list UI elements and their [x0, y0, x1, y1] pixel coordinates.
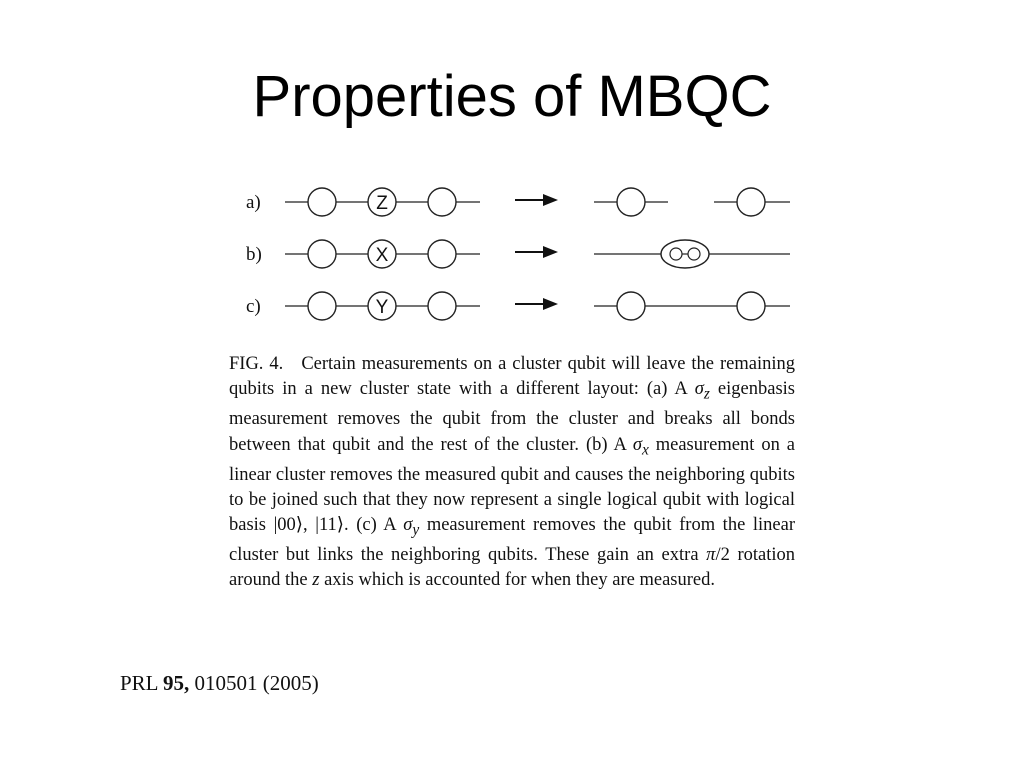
figure-caption — [229, 352, 795, 594]
row-a — [246, 188, 790, 216]
row-label-a: a) — [246, 192, 261, 213]
slide-title: Properties of MBQC — [252, 64, 772, 129]
qubit-node — [428, 188, 456, 216]
caption-text: Certain measurements on a cluster qubit will leave the remaining qubits in a new cluster state with a different layout: (a) A — [229, 354, 796, 400]
measured-qubit-letter: Y — [375, 297, 389, 318]
row-label-c: c) — [246, 296, 261, 317]
row-label-b: b) — [246, 244, 262, 265]
reference-volume: 95, — [162, 671, 190, 695]
qubit-node — [308, 292, 336, 320]
z-axis-symbol: z — [312, 570, 320, 591]
qubit-node — [737, 292, 765, 320]
measured-qubit-letter: Z — [376, 193, 388, 214]
sigma-symbol: σ — [632, 434, 642, 455]
joined-qubit-node — [688, 248, 700, 260]
qubit-node — [737, 188, 765, 216]
reference-journal: PRL — [120, 671, 158, 695]
qubit-node — [428, 292, 456, 320]
arrow-head-icon — [543, 194, 558, 206]
qubit-node — [617, 292, 645, 320]
subscript-z: z — [703, 385, 710, 403]
figure-label: FIG. 4. — [229, 354, 284, 374]
arrow-head-icon — [543, 246, 558, 258]
qubit-node — [428, 240, 456, 268]
reference-citation — [120, 671, 319, 696]
reference-details: 010501 (2005) — [194, 671, 319, 695]
sigma-symbol: σ — [403, 515, 413, 536]
row-c — [246, 292, 790, 320]
subscript-y: y — [412, 521, 420, 539]
subscript-x: x — [641, 441, 649, 459]
measured-qubit-letter: X — [375, 245, 389, 266]
pi-symbol: π — [706, 545, 716, 566]
row-b — [246, 240, 790, 268]
caption-text: axis which is accounted for when they are measured. — [319, 570, 715, 591]
qubit-node — [308, 188, 336, 216]
qubit-node — [308, 240, 336, 268]
joined-qubit-node — [670, 248, 682, 260]
caption-text: /2 rotation around the — [229, 545, 795, 591]
qubit-node — [617, 188, 645, 216]
caption-text: measurement removes the qubit from the linear cluster but links the neighboring qubits. These gain an extra — [229, 515, 795, 566]
caption-text: eigenbasis measurement removes the qubit from the cluster and breaks all bonds between that qubit and the rest of the cluster. (b) A — [229, 379, 795, 455]
sigma-symbol: σ — [694, 379, 704, 400]
caption-text: measurement on a linear cluster removes the measured qubit and causes the neighboring qubits to be joined such that they now represent a single logical qubit with logical basis |00⟩, |11⟩. (c) A — [229, 434, 795, 536]
arrow-head-icon — [543, 298, 558, 310]
